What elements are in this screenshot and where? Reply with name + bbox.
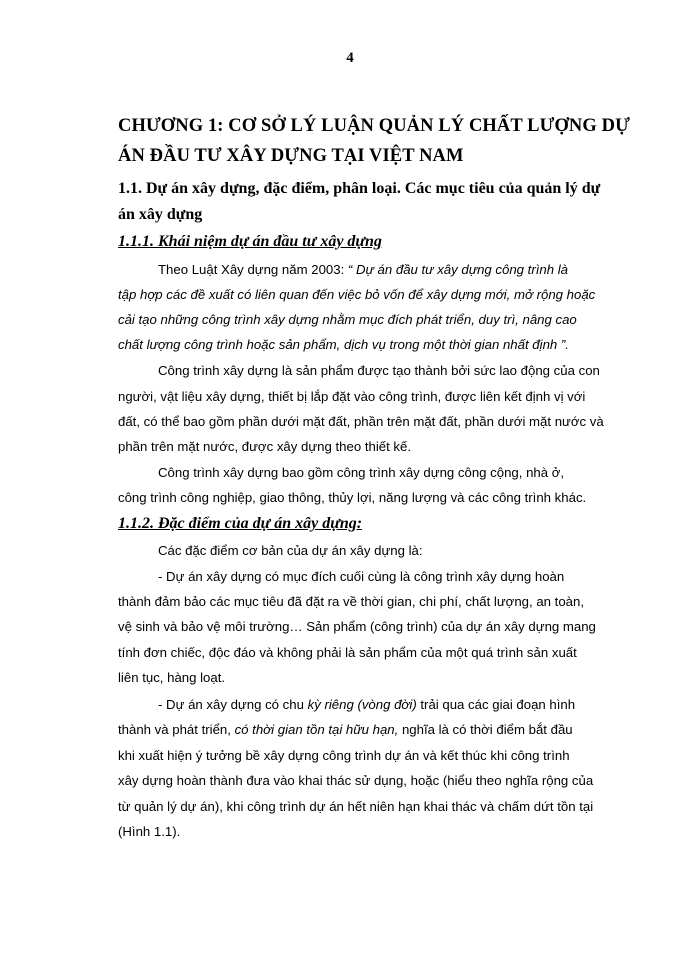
para2-line-1: Công trình xây dựng là sản phẩm được tạo thành bởi sức lao động của con [158, 363, 600, 378]
bullet2-l2-c: nghĩa là có thời điểm bắt đầu [398, 722, 573, 737]
chapter-title-line-2: ÁN ĐẦU TƯ XÂY DỰNG TẠI VIỆT NAM [118, 146, 464, 166]
para1-quote-line-2: tập hợp các đề xuất có liên quan đến việc bỏ vốn để xây dựng mới, mở rộng hoặc [118, 287, 596, 302]
bullet1-line-2: thành đảm bảo các mục tiêu đã đặt ra về thời gian, chi phí, chất lượng, an toàn, [118, 594, 584, 609]
para2-line-2: người, vật liệu xây dựng, thiết bị lắp đặt vào công trình, được liên kết định vị với [118, 389, 586, 404]
bullet2-l1-c: trải qua các giai đoạn hình [416, 697, 576, 712]
bullet1-line-5: liên tục, hàng loạt. [118, 670, 226, 685]
bullet2-l1-a: - Dự án xây dựng có chu [158, 697, 308, 712]
page-number: 4 [346, 50, 354, 66]
chapter-title-line-1: CHƯƠNG 1: CƠ SỞ LÝ LUẬN QUẢN LÝ CHẤT LƯỢNG DỰ [118, 116, 630, 136]
para3-line-2: công trình công nghiệp, giao thông, thủy lợi, năng lượng và các công trình khác. [118, 490, 587, 505]
para1-lead: Theo Luật Xây dựng năm 2003: [158, 262, 348, 277]
para2-line-4: phần trên mặt nước, được xây dựng theo thiết kế. [118, 439, 412, 454]
para2-line-3: đất, có thể bao gồm phần dưới mặt đất, phần trên mặt đất, phần dưới mặt nước và [118, 414, 604, 429]
subsection-heading-1-1-1: 1.1.1. Khái niệm dự án đầu tư xây dựng [118, 233, 382, 250]
subsection-heading-1-1-2: 1.1.2. Đặc điểm của dự án xây dựng: [118, 515, 363, 532]
bullet2-line-4: xây dựng hoàn thành đưa vào khai thác sử dụng, hoặc (hiểu theo nghĩa rộng của [118, 773, 594, 788]
bullet2-line-5: từ quản lý dự án), khi công trình dự án hết niên hạn khai thác và chấm dứt tồn tại [118, 799, 594, 814]
section-heading-line-2: án xây dựng [118, 206, 203, 223]
bullet1-line-3: vệ sinh và bảo vệ môi trường… Sản phẩm (công trình) của dự án xây dựng mang [118, 619, 596, 634]
bullet2-l2-a: thành và phát triển, [118, 722, 235, 737]
para1-quote-line-3: cải tạo những công trình xây dựng nhằm mục đích phát triển, duy trì, nâng cao [118, 312, 577, 327]
para1-quote-start: “ Dự án đầu tư xây dựng công trình là [347, 262, 568, 277]
bullet2-line-6: (Hình 1.1). [118, 824, 181, 839]
bullet2-l1-b: kỳ riêng (vòng đời) [307, 697, 417, 712]
bullet2-line-3: khi xuất hiện ý tưởng bề xây dựng công trình dự án và kết thúc khi công trình [118, 748, 570, 763]
para4-line: Các đặc điểm cơ bản của dự án xây dựng là: [158, 543, 423, 558]
bullet1-line-1: - Dự án xây dựng có mục đích cuối cùng là công trình xây dựng hoàn [158, 569, 565, 584]
para1-line-1 [158, 262, 618, 277]
bullet2-line-2 [118, 722, 618, 737]
bullet1-line-4: tính đơn chiếc, độc đáo và không phải là sản phẩm của một quá trình sản xuất [118, 645, 577, 660]
bullet2-line-1 [158, 697, 618, 712]
para1-quote-line-4: chất lượng công trình hoặc sản phẩm, dịch vụ trong một thời gian nhất định ”. [118, 337, 569, 352]
section-heading-line-1: 1.1. Dự án xây dựng, đặc điểm, phân loại. Các mục tiêu của quản lý dự [118, 180, 601, 197]
bullet2-l2-b: có thời gian tồn tại hữu hạn, [234, 722, 399, 737]
para3-line-1: Công trình xây dựng bao gồm công trình xây dựng công cộng, nhà ở, [158, 465, 565, 480]
